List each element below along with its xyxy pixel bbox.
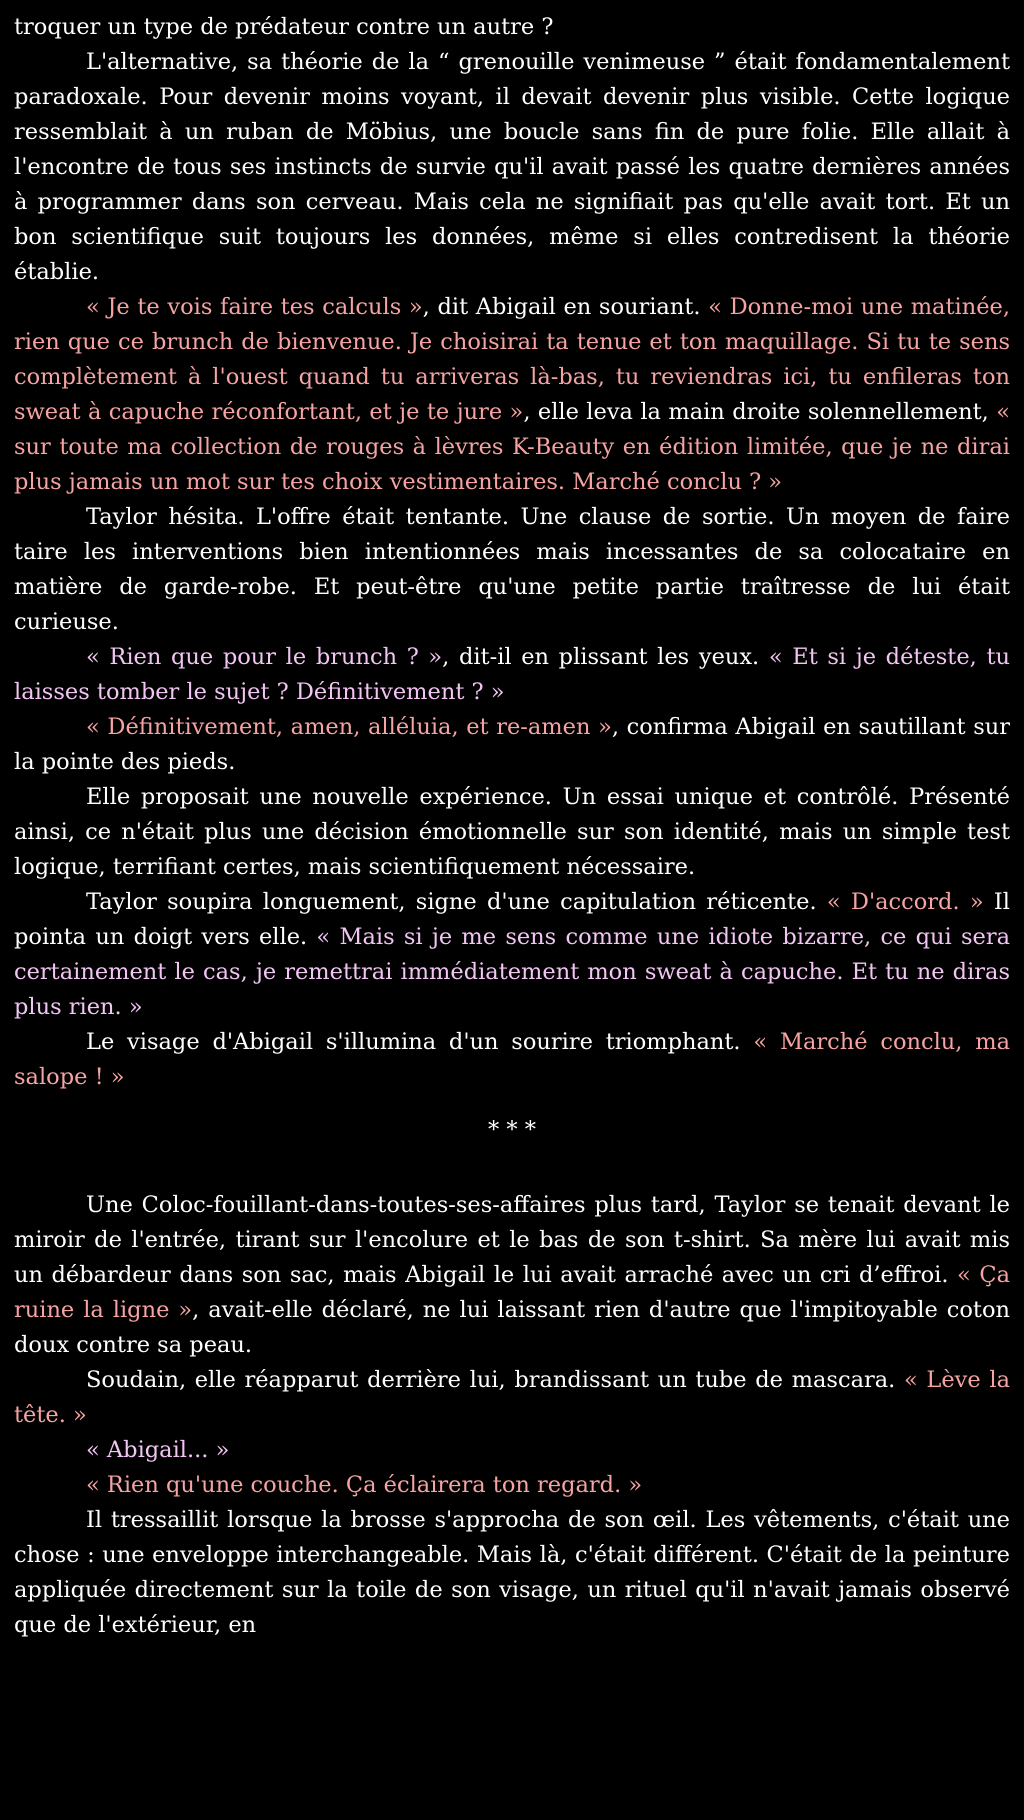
abigail-dialogue: « Définitivement, amen, alléluia, et re-amen » <box>86 714 612 740</box>
paragraph <box>14 1468 1010 1503</box>
paragraph <box>14 500 1010 640</box>
taylor-dialogue: « Et si je déteste, tu laisses tomber le sujet ? Définitivement ? » <box>14 644 1010 705</box>
abigail-dialogue: « Marché conclu, ma salope ! » <box>14 1029 1010 1090</box>
paragraph <box>14 1433 1010 1468</box>
paragraph <box>14 1025 1010 1095</box>
narration-text: L'alternative, sa théorie de la “ grenouille venimeuse ” était fondamentalement paradoxale. Pour devenir moins voyant, il devait devenir plus visible. Cette logique ressemblait à un ruban de Möbius, une boucle sans fin de pure folie. Elle allait à l'encontre de tous ses instincts de survie qu'il avait passé les quatre dernières années à programmer dans son cerveau. Mais cela ne signifiait pas qu'elle avait tort. Et un bon scientifique suit toujours les données, même si elles contredisent la théorie établie. <box>14 49 1010 285</box>
paragraph <box>14 290 1010 500</box>
narration-text: , elle leva la main droite solennellement, <box>523 399 997 425</box>
taylor-dialogue: « Mais si je me sens comme une idiote bizarre, ce qui sera certainement le cas, je remettrai immédiatement mon sweat à capuche. Et tu ne diras plus rien. » <box>14 924 1010 1020</box>
narration-text: Il pointa un doigt vers elle. <box>14 889 1010 950</box>
taylor-dialogue: « Rien que pour le brunch ? » <box>86 644 443 670</box>
paragraph <box>14 1363 1010 1433</box>
narration-text: , confirma Abigail en sautillant sur la pointe des pieds. <box>14 714 1010 775</box>
paragraph <box>14 710 1010 780</box>
taylor-dialogue: « Abigail... » <box>86 1437 230 1463</box>
narration-text: Le visage d'Abigail s'illumina d'un sourire triomphant. <box>86 1029 754 1055</box>
narration-text: Taylor hésita. L'offre était tentante. Une clause de sortie. Un moyen de faire taire les interventions bien intentionnées mais incessantes de sa colocataire en matière de garde-robe. Et peut-être qu'une petite partie traîtresse de lui était curieuse. <box>14 504 1010 635</box>
narration-text: troquer un type de prédateur contre un autre ? <box>14 14 554 40</box>
abigail-dialogue: « Rien qu'une couche. Ça éclairera ton regard. » <box>86 1472 643 1498</box>
narration-text: Soudain, elle réapparut derrière lui, brandissant un tube de mascara. <box>86 1367 904 1393</box>
narration-text: , avait-elle déclaré, ne lui laissant rien d'autre que l'impitoyable coton doux contre sa peau. <box>14 1297 1010 1358</box>
separator-text: * * * <box>487 1117 537 1143</box>
abigail-dialogue: « sur toute ma collection de rouges à lèvres K-Beauty en édition limitée, que je ne dirai plus jamais un mot sur tes choix vestimentaires. Marché conclu ? » <box>14 399 1010 495</box>
paragraph <box>14 1503 1010 1643</box>
paragraph <box>14 885 1010 1025</box>
abigail-dialogue: « Donne-moi une matinée, rien que ce brunch de bienvenue. Je choisirai ta tenue et ton maquillage. Si tu te sens complètement à l'ouest quand tu arriveras là-bas, tu reviendras ici, tu enfileras ton sweat à capuche réconfortant, et je te jure » <box>14 294 1010 425</box>
abigail-dialogue: « Ça ruine la ligne » <box>14 1262 1010 1323</box>
narration-text: Elle proposait une nouvelle expérience. Un essai unique et contrôlé. Présenté ainsi, ce n'était plus une décision émotionnelle sur son identité, mais un simple test logique, terrifiant certes, mais scientifiquement nécessaire. <box>14 784 1010 880</box>
paragraph <box>14 1188 1010 1363</box>
paragraph <box>14 640 1010 710</box>
narration-text: Il tressaillit lorsque la brosse s'approcha de son œil. Les vêtements, c'était une chose : une enveloppe interchangeable. Mais là, c'était différent. C'était de la peinture appliquée directement sur la toile de son visage, un rituel qu'il n'avait jamais observé que de l'extérieur, en <box>14 1507 1010 1638</box>
abigail-dialogue: « Lève la tête. » <box>14 1367 1010 1428</box>
scene-separator <box>14 1113 1010 1148</box>
narration-text: , dit-il en plissant les yeux. <box>442 644 769 670</box>
narration-text: Taylor soupira longuement, signe d'une capitulation réticente. <box>86 889 827 915</box>
narration-text: Une Coloc-fouillant-dans-toutes-ses-affaires plus tard, Taylor se tenait devant le miroir de l'entrée, tirant sur l'encolure et le bas de son t-shirt. Sa mère lui avait mis un débardeur dans son sac, mais Abigail le lui avait arraché avec un cri d’effroi. <box>14 1192 1010 1288</box>
abigail-dialogue: « D'accord. » <box>826 889 984 915</box>
paragraph <box>14 45 1010 290</box>
paragraph <box>14 780 1010 885</box>
narration-text: , dit Abigail en souriant. <box>422 294 709 320</box>
paragraph <box>14 10 1010 45</box>
abigail-dialogue: « Je te vois faire tes calculs » <box>86 294 423 320</box>
